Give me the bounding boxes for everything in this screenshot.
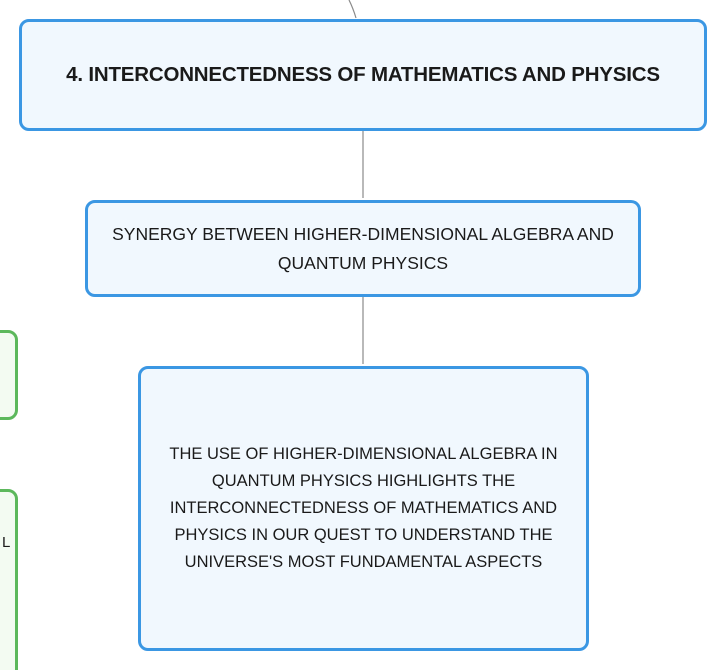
- offscreen-node-left-1[interactable]: [0, 330, 18, 420]
- detail-node-use-of-algebra[interactable]: [138, 366, 589, 651]
- subtopic-node-synergy[interactable]: [85, 200, 641, 297]
- subtopic-node-label: SYNERGY BETWEEN HIGHER-DIMENSIONAL ALGEBRA AND QUANTUM PHYSICS: [112, 223, 614, 273]
- detail-node-label: THE USE OF HIGHER-DIMENSIONAL ALGEBRA IN QUANTUM PHYSICS HIGHLIGHTS THE INTERCONNECTEDNESS OF MATHEMATICS AND PHYSICS IN OUR QUEST TO UNDERSTAND THE UNIVERSE'S MOST FUNDAMENTAL ASPECTS: [169, 445, 558, 571]
- topic-node-label: 4. INTERCONNECTEDNESS OF MATHEMATICS AND PHYSICS: [66, 63, 660, 86]
- connector-parent-to-main: [349, 0, 356, 18]
- offscreen-node-left-2[interactable]: [0, 489, 18, 670]
- topic-node-interconnectedness[interactable]: [19, 19, 707, 131]
- offscreen-node-text-fragment: L: [2, 534, 11, 551]
